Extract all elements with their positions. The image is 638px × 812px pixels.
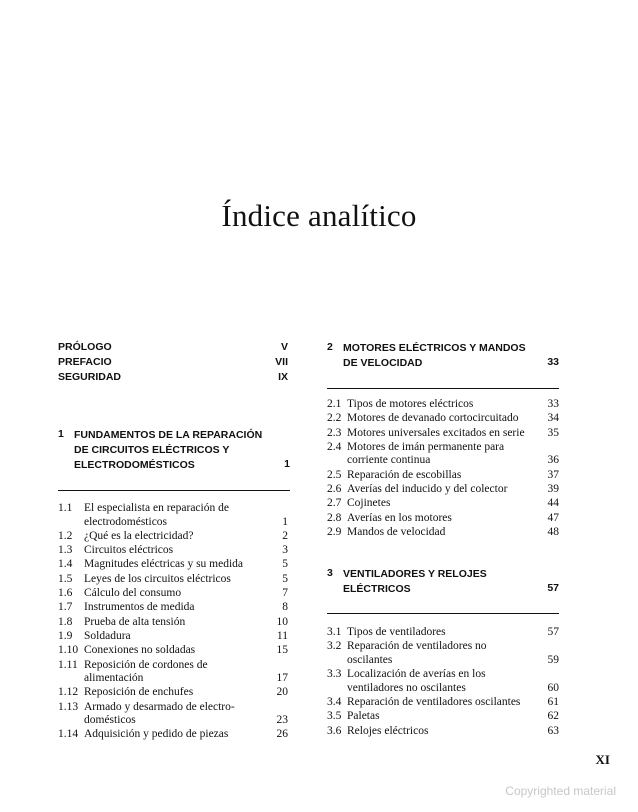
section-page: 63 <box>547 724 559 737</box>
section-title: Magnitudes eléctricas y su medida <box>84 558 244 571</box>
toc-section-entry[interactable] <box>327 668 559 695</box>
section-page: 20 <box>276 686 288 699</box>
toc-section-entry[interactable] <box>58 544 288 558</box>
section-number: 3.6 <box>327 724 342 737</box>
section-title: Mandos de velocidad <box>347 525 446 538</box>
toc-section-entry[interactable] <box>327 696 559 710</box>
section-page: 61 <box>547 695 559 708</box>
section-title: Localización de averías en los ventiladores no oscilantes <box>347 668 486 694</box>
chapter-title: MOTORES ELÉCTRICOS Y MANDOS DE VELOCIDAD <box>343 342 526 369</box>
section-number: 1.14 <box>58 728 79 741</box>
toc-label: SEGURIDAD <box>58 371 122 383</box>
section-title: Cojinetes <box>347 497 391 510</box>
section-number: 3.1 <box>327 626 342 638</box>
toc-label: PRÓLOGO <box>58 341 112 353</box>
section-title: Tipos de ventiladores <box>347 626 446 638</box>
toc-section-entry[interactable] <box>58 728 288 742</box>
section-title: Motores universales excitados en serie <box>347 426 525 439</box>
section-title: Reparación de escobillas <box>347 468 462 481</box>
section-title: Adquisición y pedido de piezas <box>84 728 229 741</box>
section-page: 36 <box>547 454 559 467</box>
section-title: Reposición de cordones de alimentación <box>84 658 208 684</box>
section-title: Motores de imán permanente para corriente continua <box>347 440 505 467</box>
toc-section-entry[interactable] <box>327 526 559 540</box>
section-page: 8 <box>282 601 288 614</box>
section-page: 35 <box>547 426 559 439</box>
section-title: Instrumentos de medida <box>84 601 195 614</box>
chapter-number: 1 <box>58 428 64 440</box>
section-title: Averías del inducido y del colector <box>347 483 508 495</box>
toc-section-entry[interactable] <box>58 558 288 572</box>
toc-section-entry[interactable] <box>327 626 559 640</box>
section-title: Leyes de los circuitos eléctricos <box>84 572 231 585</box>
section-number: 2.2 <box>327 412 342 425</box>
section-title: Relojes eléctricos <box>347 724 429 737</box>
section-page: 23 <box>276 714 288 727</box>
page-title: Índice analítico <box>221 198 417 233</box>
section-page: 5 <box>282 572 288 585</box>
section-number: 1.8 <box>58 615 73 628</box>
section-number: 1.13 <box>58 700 79 713</box>
section-page: 60 <box>547 681 559 694</box>
toc-entry-prologo[interactable] <box>58 341 288 355</box>
section-title: Cálculo del consumo <box>84 587 182 599</box>
section-page: 17 <box>276 672 288 684</box>
toc-section-entry[interactable] <box>327 512 559 526</box>
section-page: 7 <box>282 587 288 599</box>
section-number: 1.2 <box>58 529 73 542</box>
section-page: 57 <box>547 626 559 638</box>
section-title: Reparación de ventiladores no oscilantes <box>347 640 487 666</box>
toc-section-entry[interactable] <box>327 441 559 468</box>
section-number: 2.3 <box>327 426 342 439</box>
section-title: Paletas <box>347 710 380 723</box>
toc-entry-prefacio[interactable] <box>58 356 288 370</box>
toc-section-entry[interactable] <box>327 398 559 412</box>
toc-page: V <box>280 341 288 353</box>
section-number: 1.3 <box>58 544 73 557</box>
toc-section-entry[interactable] <box>58 502 288 529</box>
section-page: 62 <box>547 710 559 723</box>
toc-section-entry[interactable] <box>327 469 559 483</box>
section-number: 1.7 <box>58 601 73 614</box>
section-number: 1.6 <box>58 587 73 599</box>
section-number: 1.1 <box>58 502 73 514</box>
section-number: 2.8 <box>327 511 342 524</box>
section-number: 1.12 <box>58 686 79 699</box>
chapter-page: 57 <box>547 582 559 594</box>
section-page: 3 <box>282 544 288 557</box>
toc-section-entry[interactable] <box>58 616 288 630</box>
toc-page: VII <box>275 356 288 368</box>
chapter-title: VENTILADORES Y RELOJES ELÉCTRICOS <box>343 568 487 595</box>
toc-section-entry[interactable] <box>327 725 559 739</box>
section-page: 11 <box>276 629 288 642</box>
section-number: 2.9 <box>327 525 342 538</box>
chapter-number: 2 <box>327 341 333 353</box>
section-page: 10 <box>276 615 288 628</box>
toc-section-entry[interactable] <box>58 587 288 601</box>
section-number: 1.11 <box>58 658 78 671</box>
section-title: Soldadura <box>84 629 131 642</box>
section-number: 1.4 <box>58 558 73 571</box>
section-title: Reposición de enchufes <box>84 686 194 699</box>
section-title: Prueba de alta tensión <box>84 615 186 628</box>
chapter-3-rule <box>327 613 559 614</box>
toc-section-entry[interactable] <box>58 686 288 700</box>
chapter-2-rule <box>327 388 559 389</box>
section-number: 3.3 <box>327 668 342 681</box>
section-page: 15 <box>276 644 288 657</box>
section-number: 2.6 <box>327 483 342 495</box>
toc-section-entry[interactable] <box>327 710 559 724</box>
section-page: 34 <box>547 412 559 425</box>
chapter-page: 1 <box>284 458 290 470</box>
toc-section-entry[interactable] <box>58 630 288 644</box>
toc-label: PREFACIO <box>58 356 112 368</box>
toc-entry-seguridad[interactable] <box>58 371 288 385</box>
toc-section-entry[interactable] <box>58 659 288 686</box>
section-number: 1.9 <box>58 629 73 642</box>
section-page: 47 <box>547 511 559 524</box>
section-page: 2 <box>282 529 288 542</box>
section-number: 3.4 <box>327 695 342 708</box>
toc-page: IX <box>278 371 288 383</box>
toc-section-entry[interactable] <box>327 412 559 426</box>
section-page: 5 <box>282 558 288 571</box>
section-title: Conexiones no soldadas <box>84 644 196 657</box>
toc-section-entry[interactable] <box>58 601 288 615</box>
chapter-number: 3 <box>327 567 333 579</box>
toc-section-entry[interactable] <box>327 640 559 667</box>
toc-section-entry[interactable] <box>58 573 288 587</box>
toc-section-entry[interactable] <box>327 483 559 497</box>
section-page: 48 <box>547 525 559 538</box>
section-number: 3.5 <box>327 710 342 723</box>
toc-section-entry[interactable] <box>327 497 559 511</box>
section-title: Motores de devanado cortocircuitado <box>347 412 519 425</box>
section-title: Averías en los motores <box>347 511 452 524</box>
section-number: 3.2 <box>327 640 342 653</box>
chapter-2-heading[interactable] <box>327 341 559 371</box>
section-title: ¿Qué es la electricidad? <box>84 529 194 542</box>
section-page: 59 <box>547 653 559 666</box>
section-page: 26 <box>276 728 288 741</box>
section-number: 2.4 <box>327 440 342 453</box>
toc-section-entry[interactable] <box>58 701 288 728</box>
section-number: 2.5 <box>327 468 342 481</box>
copyright-watermark: Copyrighted material <box>505 784 616 798</box>
chapter-1-heading[interactable] <box>58 428 290 474</box>
section-title: Armado y desarmado de electro-domésticos <box>84 700 235 727</box>
section-page: 1 <box>282 515 288 528</box>
section-number: 2.7 <box>327 497 342 510</box>
chapter-page: 33 <box>547 356 559 368</box>
section-title: Reparación de ventiladores oscilantes <box>347 695 521 708</box>
toc-section-entry[interactable] <box>58 644 288 658</box>
section-number: 2.1 <box>327 398 342 410</box>
toc-section-entry[interactable] <box>58 530 288 544</box>
page-folio: XI <box>595 752 610 767</box>
section-page: 44 <box>547 497 559 510</box>
toc-section-entry[interactable] <box>327 427 559 441</box>
section-title: Tipos de motores eléctricos <box>347 398 474 410</box>
section-page: 37 <box>547 468 559 481</box>
section-number: 1.5 <box>58 572 73 585</box>
section-number: 1.10 <box>58 644 79 657</box>
chapter-3-heading[interactable] <box>327 567 559 597</box>
section-title: El especialista en reparación de electrodomésticos <box>84 502 229 528</box>
section-page: 39 <box>547 483 559 495</box>
section-page: 33 <box>547 398 559 410</box>
chapter-title: FUNDAMENTOS DE LA REPARACIÓN DE CIRCUITOS ELÉCTRICOS Y ELECTRODOMÉSTICOS <box>74 429 263 471</box>
section-title: Circuitos eléctricos <box>84 544 174 557</box>
chapter-1-rule <box>58 490 290 491</box>
